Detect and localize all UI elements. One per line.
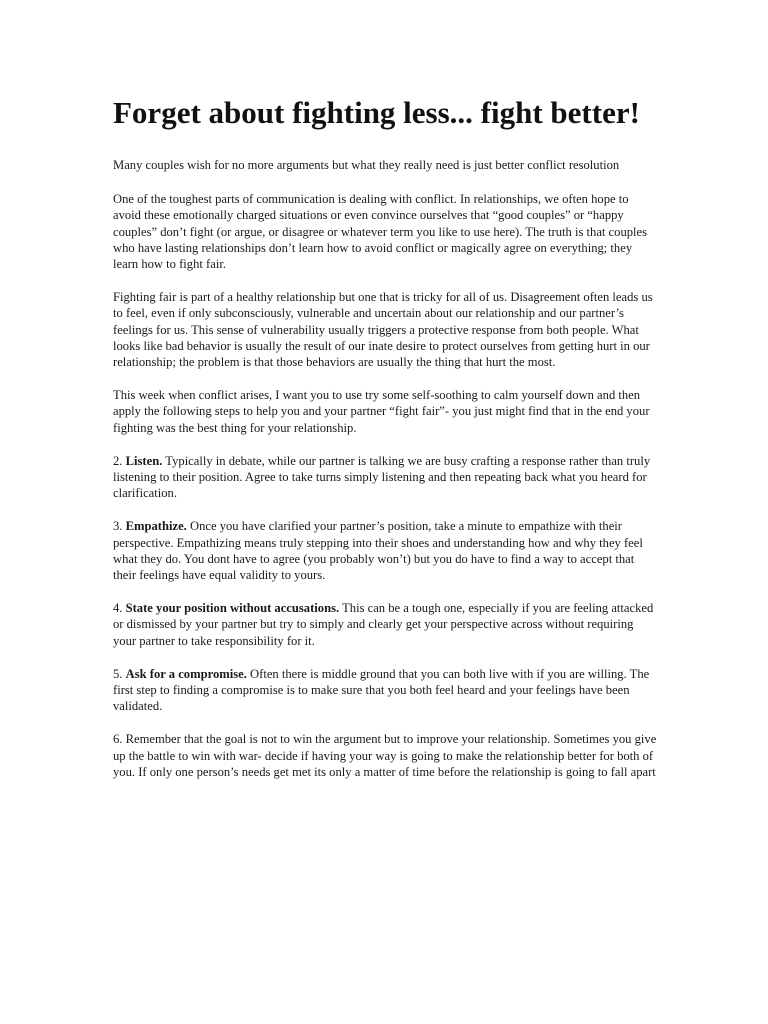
step-number: 2. xyxy=(113,453,123,468)
step-lead: Listen. xyxy=(125,453,163,468)
step-lead: State your position without accusations. xyxy=(125,601,340,616)
step-listen xyxy=(113,453,658,502)
body-paragraph-conflict: One of the toughest parts of communication is dealing with conflict. In relationships, we often hope to avoid these emotionally charged situations or even convince ourselves that “good couples” or “happy couples” don’t fight (or argue, or disagree or whatever term you like to use here). The truth is that couples who have lasting relationships don’t learn how to avoid conflict or magically agree on everything; they learn how to fight fair. xyxy=(113,192,648,272)
document-page xyxy=(113,95,658,797)
body-paragraph-fighting-fair: Fighting fair is part of a healthy relationship but one that is tricky for all of us. Disagreement often leads us to feel, even if only subconsciously, vulnerable and uncertain about our relationship and our partner’s feelings for us. This sense of vulnerability usually triggers a protective response from both people. What looks like bad behavior is usually the result of our inate desire to protect ourselves from getting hurt in our relationship; the problem is that those behaviors are usually the thing that hurt the most. xyxy=(113,290,653,370)
closing-paragraph: 6. Remember that the goal is not to win the argument but to improve your relationship. Sometimes you give up the battle to win with war- decide if having your way is going to make the relationship better for both of you. If only one person’s needs get met its only a matter of time before the relationship is going to fall apart xyxy=(113,732,657,779)
step-compromise xyxy=(113,666,658,715)
intro-paragraph: Many couples wish for no more arguments but what they really need is just better conflict resolution xyxy=(113,158,620,172)
step-text: Typically in debate, while our partner is talking we are busy crafting a response rather than truly listening to their position. Agree to take turns simply listening and then repeating back what you heard for clarification. xyxy=(113,453,651,501)
body-paragraph-this-week: This week when conflict arises, I want you to use try some self-soothing to calm yourself down and then apply the following steps to help you and your partner “fight fair”- you just might find that in the end your fighting was the best thing for your relationship. xyxy=(113,388,650,435)
step-number: 3. xyxy=(113,519,123,534)
step-state-position xyxy=(113,600,658,649)
step-lead: Ask for a compromise. xyxy=(125,666,247,681)
step-empathize xyxy=(113,518,658,583)
step-number: 5. xyxy=(113,666,123,681)
document-title: Forget about fighting less... fight better! xyxy=(113,95,640,130)
step-number: 4. xyxy=(113,601,123,616)
step-lead: Empathize. xyxy=(125,519,187,534)
step-text: Often there is middle ground that you can both live with if you are willing. The first step to finding a compromise is to make sure that you both feel heard and your feelings have been validated. xyxy=(113,666,650,714)
step-text: This can be a tough one, especially if you are feeling attacked or dismissed by your partner but try to simply and clearly get your perspective across without requiring your partner to take responsibility for it. xyxy=(113,601,654,648)
step-text: Once you have clarified your partner’s position, take a minute to empathize with their perspective. Empathizing means truly stepping into their shoes and understanding how and why they feel what they do. You dont have to agree (you probably won’t) but you do have to find a way to accept that their feelings have equal validity to yours. xyxy=(113,519,643,583)
